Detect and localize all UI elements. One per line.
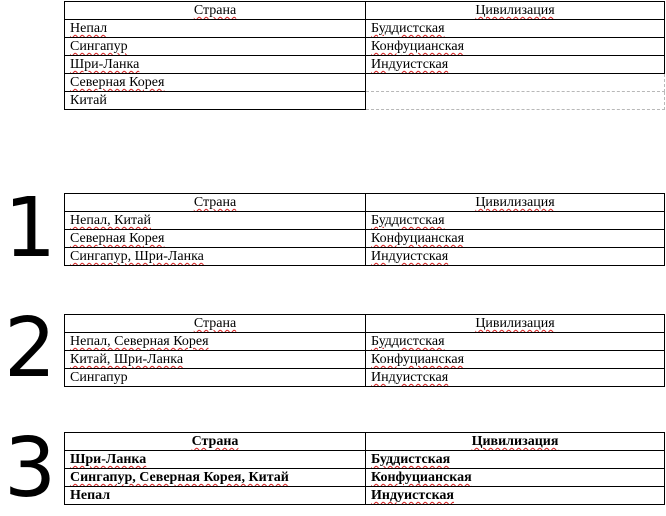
header-country: Страна [65,2,366,20]
cell-civilization: Индуистская [366,487,665,505]
table-row [65,248,665,266]
option-3-table [64,432,665,505]
cell-civilization: Буддистская [366,212,665,230]
cell-country: Сингапур [65,38,366,56]
table-row [65,92,665,110]
table-row [65,351,665,369]
option-number-3: 3 [4,421,57,516]
table-row [65,369,665,387]
table-header-row [65,2,665,20]
cell-country: Непал [65,487,366,505]
cell-civilization: Буддистская [366,20,665,38]
cell-civilization: Конфуцианская [366,469,665,487]
cell-civilization: Конфуцианская [366,230,665,248]
cell-country: Шри-Ланка [65,451,366,469]
cell-country: Шри-Ланка [65,56,366,74]
cell-country: Непал, Северная Корея [65,333,366,351]
header-civilization: Цивилизация [366,315,665,333]
cell-country: Северная Корея [65,74,366,92]
option-2-table [64,314,665,387]
table-row [65,487,665,505]
cell-civilization: Индуистская [366,248,665,266]
option-number-2: 2 [4,301,57,396]
cell-civilization: Буддистская [366,333,665,351]
cell-civilization: Индуистская [366,56,665,74]
table-row [65,212,665,230]
cell-civilization: Конфуцианская [366,351,665,369]
cell-civilization-empty [366,74,665,92]
header-country: Страна [65,315,366,333]
table-row [65,451,665,469]
table-row [65,74,665,92]
cell-country: Сингапур, Шри-Ланка [65,248,366,266]
task-table [64,1,665,110]
table-row [65,38,665,56]
header-civilization: Цивилизация [366,194,665,212]
option-1-table [64,193,665,266]
cell-country: Китай, Шри-Ланка [65,351,366,369]
table-row [65,20,665,38]
table-row [65,333,665,351]
cell-country: Сингапур, Северная Корея, Китай [65,469,366,487]
header-civilization: Цивилизация [366,2,665,20]
table-row [65,56,665,74]
cell-civilization: Буддистская [366,451,665,469]
cell-country: Северная Корея [65,230,366,248]
cell-country: Сингапур [65,369,366,387]
header-civilization: Цивилизация [366,433,665,451]
cell-country: Непал [65,20,366,38]
cell-civilization-empty [366,92,665,110]
cell-civilization: Конфуцианская [366,38,665,56]
header-country: Страна [65,433,366,451]
header-country: Страна [65,194,366,212]
cell-country: Китай [65,92,366,110]
table-header-row [65,433,665,451]
option-number-1: 1 [4,181,57,276]
cell-civilization: Индуистская [366,369,665,387]
table-header-row [65,315,665,333]
table-row [65,230,665,248]
table-header-row [65,194,665,212]
cell-country: Непал, Китай [65,212,366,230]
table-row [65,469,665,487]
